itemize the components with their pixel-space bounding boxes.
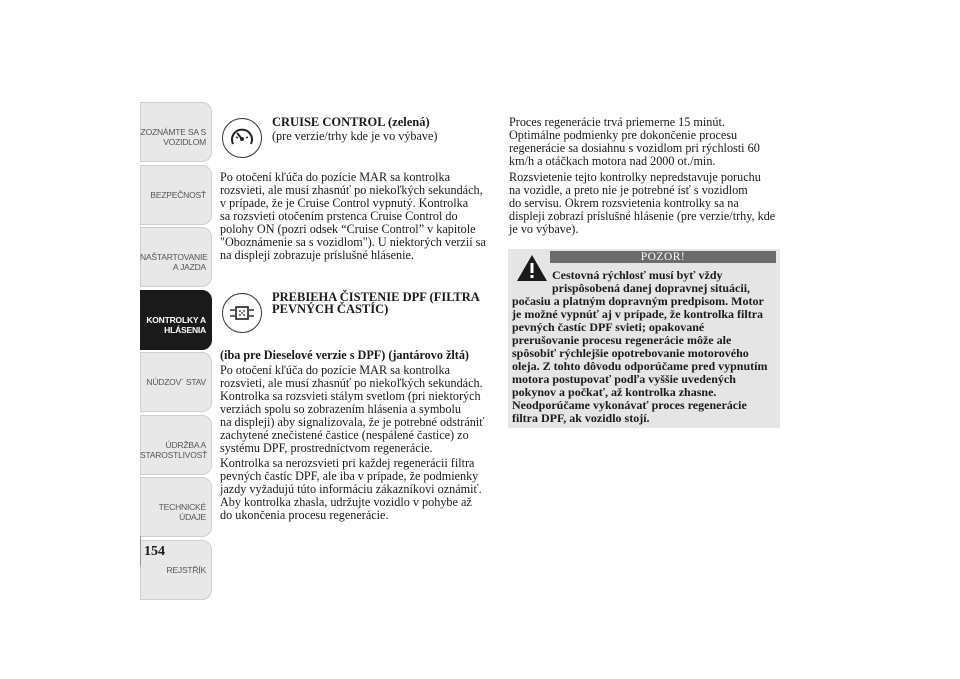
tab-label: ÚDRŽBA A STAROSTLIVOSŤ: [140, 439, 208, 460]
warning-line: prerušovanie procesu regenerácie môže ale: [512, 333, 732, 347]
warning-line: filtra DPF, ak vozidlo stojí.: [512, 411, 650, 425]
dpf-title-line2: PEVNÝCH ČASTÍC): [272, 302, 389, 316]
text-line: v prípade, že je Cruise Control vypnutý. Kontrolka: [220, 196, 469, 210]
cruise-title: CRUISE CONTROL (zelená): [272, 115, 430, 129]
warning-line: motora postupovať podľa vyššie uvedených: [512, 372, 736, 386]
tab-nastartovanie[interactable]: [140, 227, 212, 287]
text-line: Proces regenerácie trvá priemerne 15 minút.: [509, 115, 725, 129]
page-number-divider: [140, 536, 141, 566]
tab-label: NÚDZOV´ STAV: [146, 377, 206, 387]
text-line: systému DPF, prostredníctvom regenerácie.: [220, 441, 433, 455]
cruise-subtitle: (pre verzie/trhy kde je vo výbave): [272, 129, 438, 143]
warning-line: počasiu a platným dopravným predpisom. Motor: [512, 294, 764, 308]
text-line: sa rozsvieti otočením prstenca Cruise Control do: [220, 209, 458, 223]
warning-box: [508, 249, 780, 428]
tab-kontrolky[interactable]: [140, 290, 212, 350]
tab-nudzovy-stav[interactable]: [140, 352, 212, 412]
text-line: je vo výbave).: [509, 222, 579, 236]
text-line: Rozsvietenie tejto kontrolky nepredstavuje poruchu: [509, 170, 761, 184]
dpf-title-line1: PREBIEHA ČISTENIE DPF (FILTRA: [272, 290, 480, 304]
tab-label: ZOZNÁMTE SA S VOZIDLOM: [140, 127, 206, 147]
dpf-filter-icon: [222, 293, 262, 333]
page-number: 154: [144, 544, 165, 559]
text-line: do servisu. Okrem rozsvietenia kontrolky sa na: [509, 196, 739, 210]
warning-header: POZOR!: [550, 251, 776, 263]
warning-line: Cestovná rýchlosť musí byť vždy: [552, 268, 723, 282]
warning-line: pokynov a počkať, až kontrolka zhasne.: [512, 385, 717, 399]
tab-bezpecnost[interactable]: [140, 165, 212, 225]
text-line: na displeji zobrazuje príslušné hlásenie.: [220, 248, 414, 262]
tab-label: TECHNICKÉ ÚDAJE: [158, 502, 206, 522]
text-line: zachytené znečistené častice (nespálené častice) zo: [220, 428, 469, 442]
text-line: na displeji) aby signalizovala, že je potrebné odstrániť: [220, 415, 485, 429]
text-line: pevných častíc DPF, ale iba v prípade, že podmienky: [220, 469, 479, 483]
text-line: rozsvieti, ale musí zhasnúť po niekoľkých sekundách,: [220, 183, 483, 197]
tab-label: BEZPEČNOSŤ: [150, 189, 206, 200]
tab-technicke-udaje[interactable]: [140, 477, 212, 537]
warning-line: je možné vypnúť aj v prípade, že kontrolka filtra: [512, 307, 764, 321]
text-line: na vozidle, a preto nie je potrebné ísť s vozidlom: [509, 183, 748, 197]
text-line: Kontrolka sa rozsvieti stálym svetlom (pri niektorých: [220, 389, 481, 403]
warning-triangle-icon: [516, 254, 548, 287]
text-line: do ukončenia procesu regenerácie.: [220, 508, 389, 522]
warning-line: Neodporúčame vykonávať proces regenerácie: [512, 398, 747, 412]
text-line: polohy ON (pozri odsek “Cruise Control” v kapitole: [220, 222, 476, 236]
cruise-control-icon: [222, 118, 262, 158]
tab-label: KONTROLKY A HLÁSENIA: [146, 314, 206, 335]
text-line: displeji zobrazí príslušné hlásenie (pre verzie/trhy, kde: [509, 209, 776, 223]
text-line: km/h a otáčkach motora nad 2000 ot./min.: [509, 154, 716, 168]
tab-label: REJSTŘÍK: [166, 564, 206, 575]
text-line: Aby kontrolka zhasla, udržujte vozidlo v pohybe až: [220, 495, 472, 509]
chapter-tabs: [140, 102, 212, 602]
tab-vozidlo[interactable]: [140, 102, 212, 162]
dpf-subtitle: (iba pre Dieselové verzie s DPF) (jantárovo žltá): [220, 348, 469, 362]
warning-line: pevných častíc DPF svieti; opakované: [512, 320, 705, 334]
text-line: Po otočení kľúča do pozície MAR sa kontrolka: [220, 363, 451, 377]
text-line: jazdy vyžadujú túto informáciu zákazníkovi oznámiť.: [220, 482, 482, 496]
text-line: "Oboznámenie sa s vozidlom"). U niektorých verzií sa: [220, 235, 486, 249]
text-line: verziách spolu so zobrazením hlásenia a symbolu: [220, 402, 461, 416]
warning-line: oleja. Z tohto dôvodu odporúčame pred vypnutím: [512, 359, 768, 373]
text-line: Kontrolka sa nerozsvieti pri každej regenerácii filtra: [220, 456, 475, 470]
text-line: Po otočení kľúča do pozície MAR sa kontrolka: [220, 170, 451, 184]
warning-line: spôsobiť rýchlejšie opotrebovanie motorového: [512, 346, 749, 360]
tab-label: NAŠTARTOVANIE A JAZDA: [140, 252, 208, 272]
tab-udrzba[interactable]: [140, 415, 212, 475]
text-line: rozsvieti, ale musí zhasnúť po niekoľkých sekundách.: [220, 376, 483, 390]
text-line: regenerácie sa dosiahnu s vozidlom pri rýchlosti 60: [509, 141, 760, 155]
warning-line: prispôsobená danej dopravnej situácii,: [552, 281, 751, 295]
text-line: Optimálne podmienky pre dokončenie procesu: [509, 128, 738, 142]
